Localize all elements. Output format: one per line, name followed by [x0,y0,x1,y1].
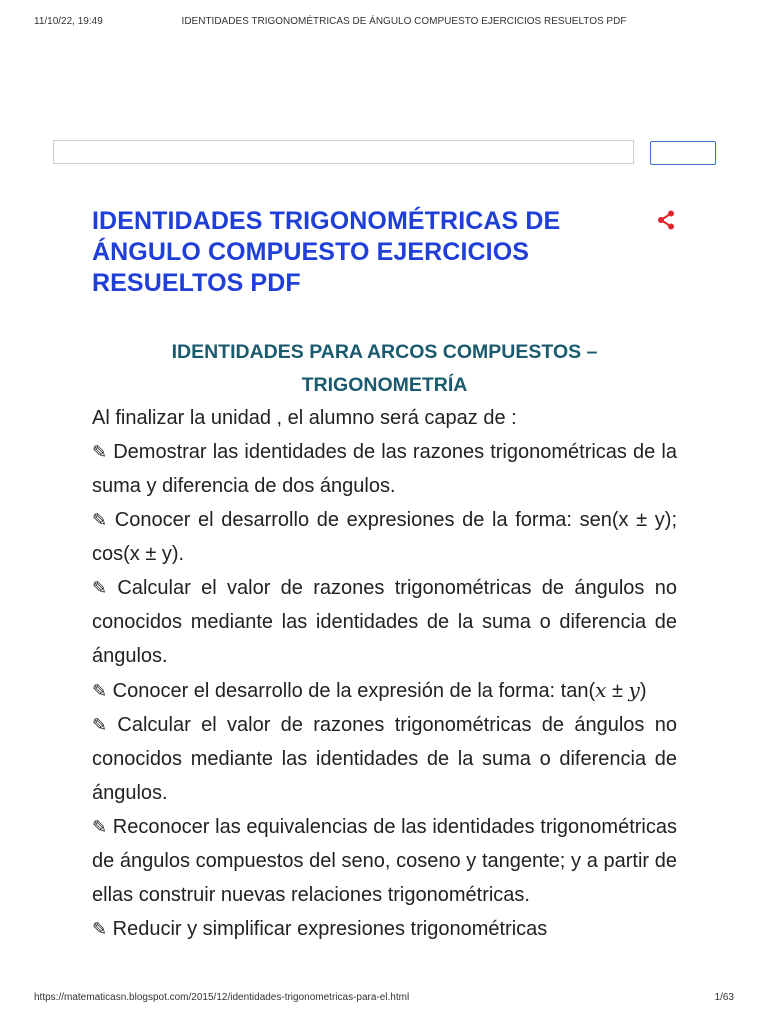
pencil-icon: ✎ [92,817,108,837]
search-input[interactable] [53,140,634,164]
pencil-icon: ✎ [92,578,108,598]
print-date: 11/10/22, 19:49 [34,16,103,27]
print-footer [34,992,734,1006]
math-var-x: x [595,678,607,702]
pencil-icon: ✎ [92,715,108,735]
tan-text-suffix: ) [639,680,647,702]
list-item-text: Demostrar las identidades de las razones trigonométricas de la suma y diferencia de dos ángulos. [92,441,677,497]
list-item-text: Reducir y simplificar expresiones trigonométricas [112,918,548,940]
print-document-title: IDENTIDADES TRIGONOMÉTRICAS DE ÁNGULO COMPUESTO EJERCICIOS RESUELTOS PDF [181,16,627,27]
list-item [92,503,677,571]
list-item-text: Reconocer las equivalencias de las identidades trigonométricas de ángulos compuestos del seno, coseno y tangente; y a partir de ellas construir nuevas relaciones trigonométricas. [92,816,677,906]
share-icon[interactable] [656,210,676,230]
pencil-icon: ✎ [92,442,108,462]
post-body [92,401,677,991]
pencil-icon: ✎ [92,681,108,701]
list-item [92,912,677,946]
list-item [92,673,677,708]
list-item-text: Calcular el valor de razones trigonométricas de ángulos no conocidos mediante las identidades de la suma o diferencia de ángulos. [92,577,677,667]
list-item [92,571,677,673]
plus-minus: ± [606,680,629,702]
pencil-icon: ✎ [92,919,108,939]
post-title: IDENTIDADES TRIGONOMÉTRICAS DE ÁNGULO COMPUESTO EJERCICIOS RESUELTOS PDF [92,207,561,297]
page-number: 1/63 [714,992,734,1003]
math-var-y: y [628,678,640,702]
intro-text: Al finalizar la unidad , el alumno será capaz de : [92,407,517,429]
list-item [92,810,677,912]
search-button[interactable] [650,141,716,165]
list-item [92,435,677,503]
print-url: https://matematicasn.blogspot.com/2015/12/identidades-trigonometricas-para-el.html [34,992,410,1003]
print-header [34,16,734,30]
list-item [92,708,677,810]
pencil-icon: ✎ [92,510,108,530]
list-item-text: Calcular el valor de razones trigonométricas de ángulos no conocidos mediante las identidades de la suma o diferencia de ángulos. [92,714,677,804]
tan-text-prefix: Conocer el desarrollo de la expresión de la forma: tan( [112,680,596,702]
list-item-text: Conocer el desarrollo de expresiones de la forma: sen(x ± y); cos(x ± y). [92,509,677,565]
section-heading: IDENTIDADES PARA ARCOS COMPUESTOS – TRIGONOMETRÍA [171,341,598,396]
